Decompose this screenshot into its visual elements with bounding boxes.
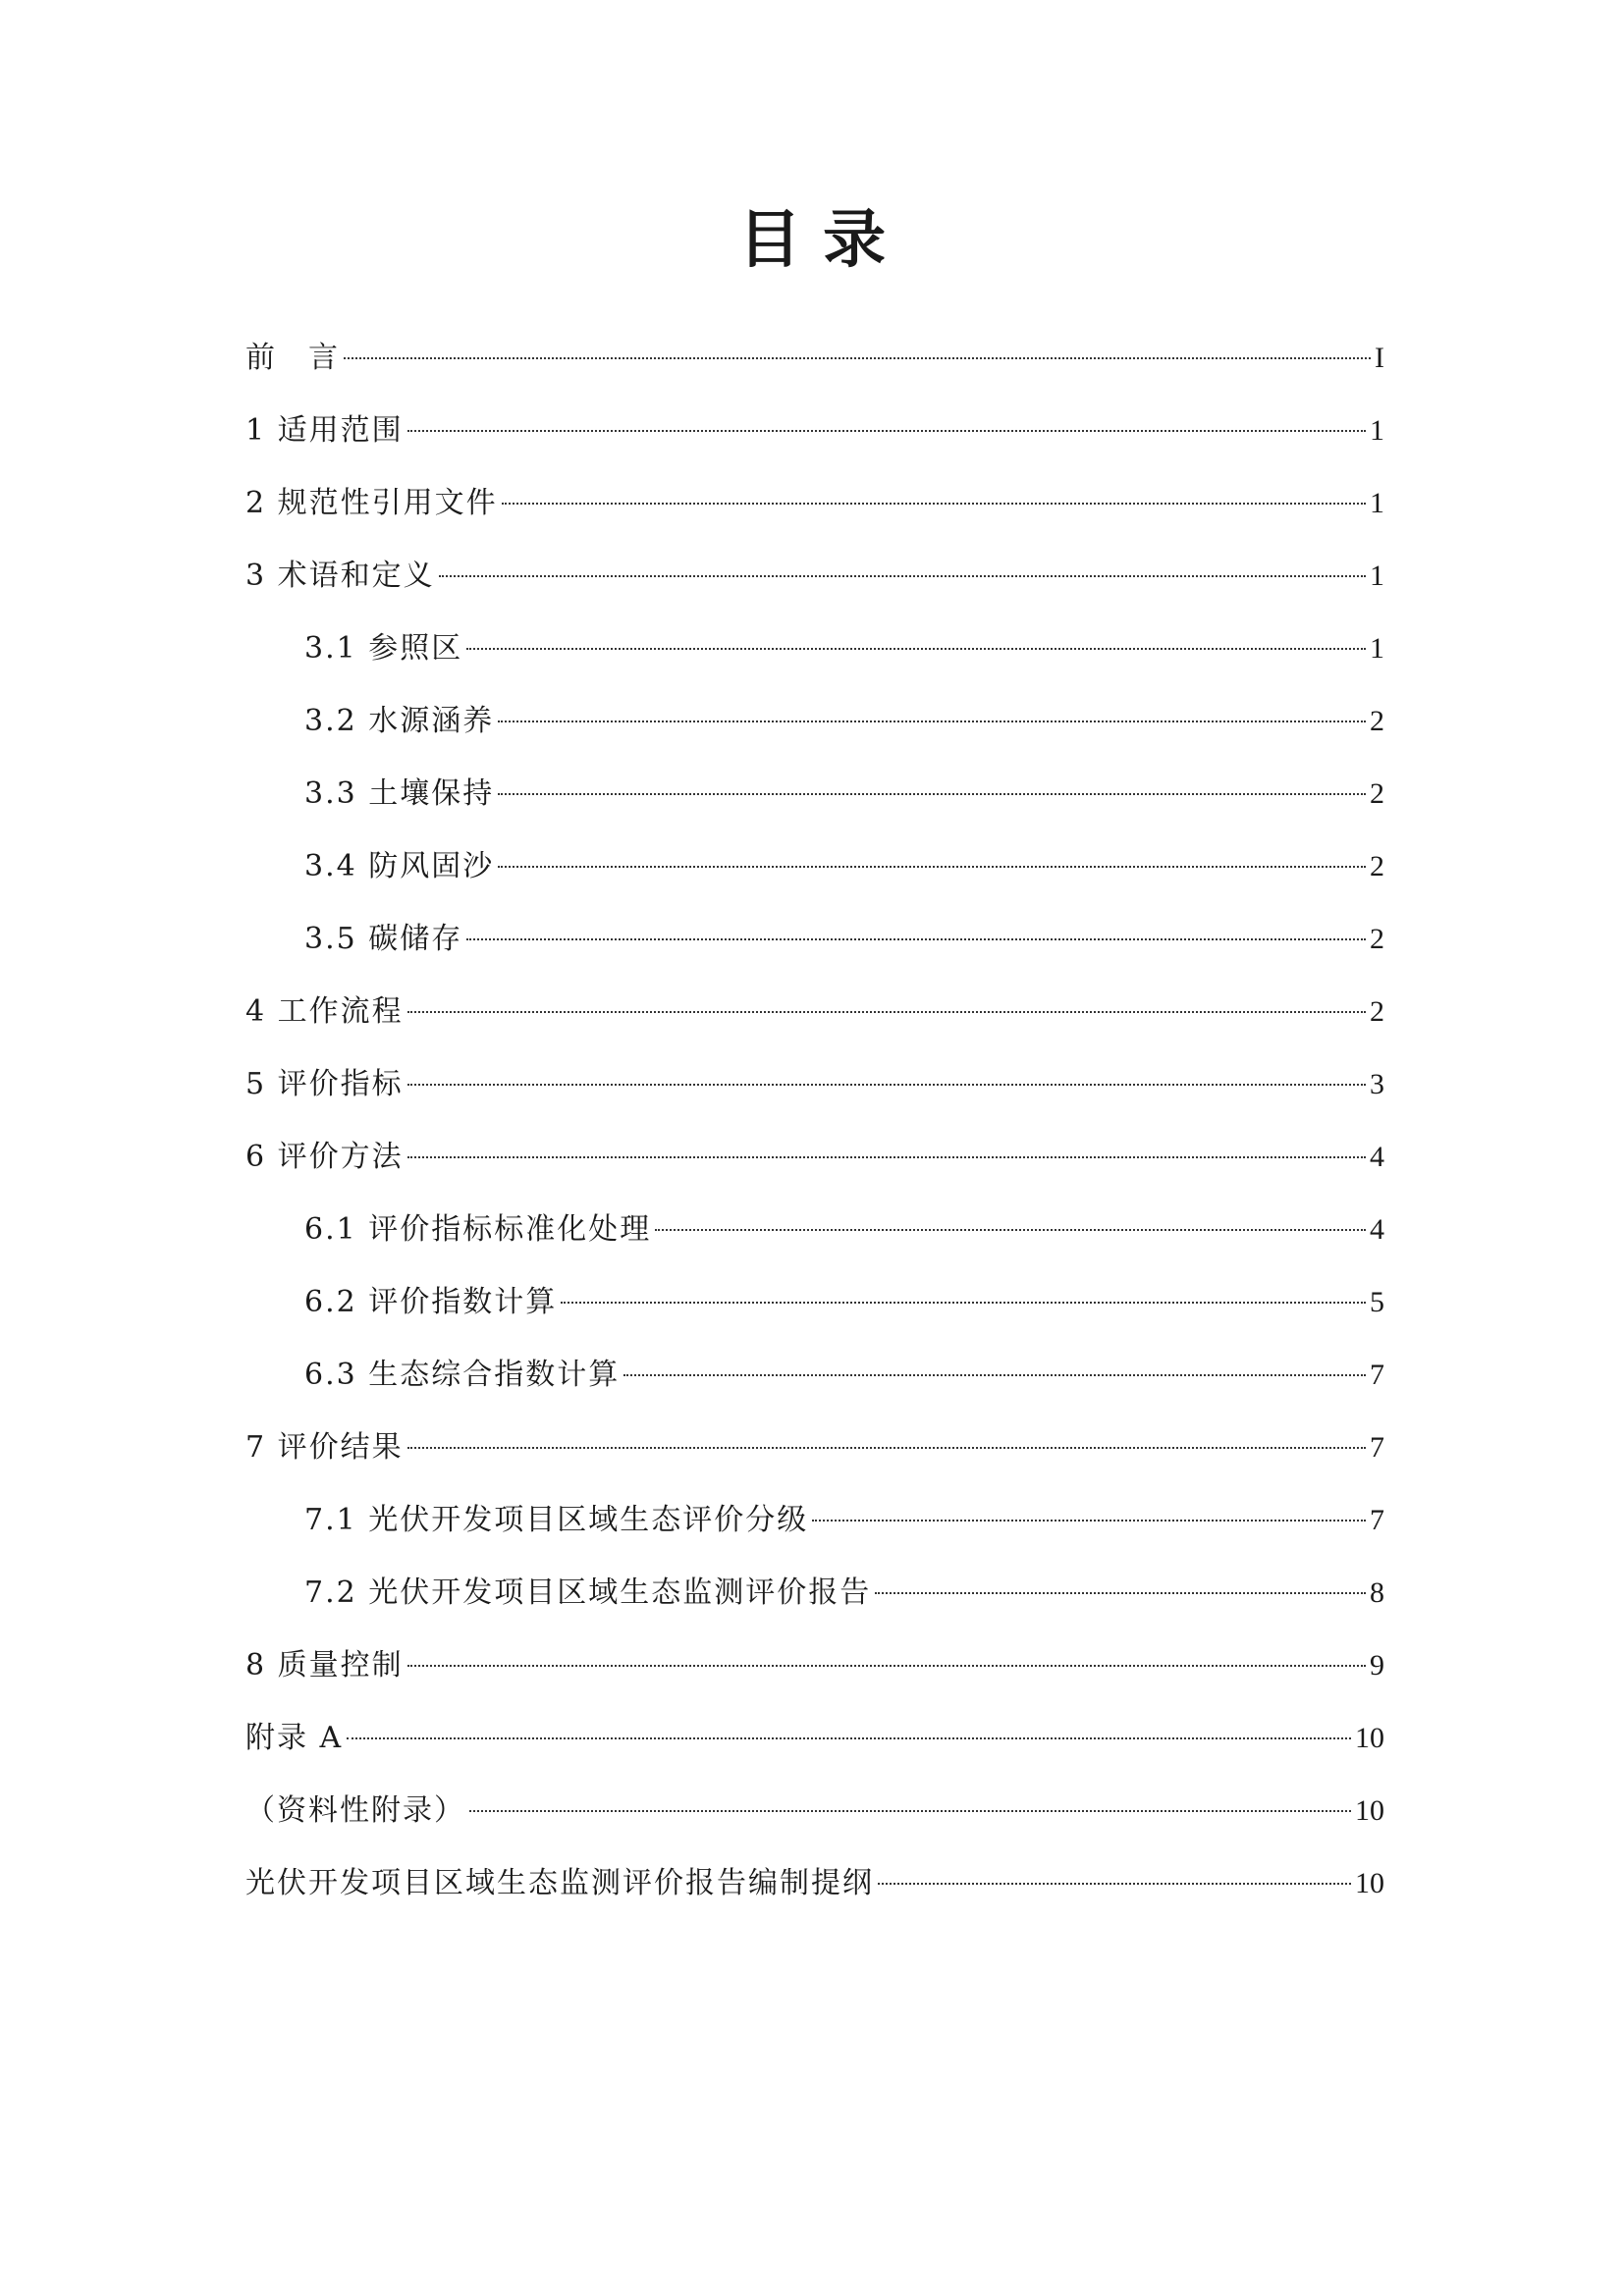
toc-entry-8[interactable] <box>245 1629 1384 1702</box>
toc-entry-page: 7 <box>1370 1431 1384 1464</box>
toc-entry-label: 光伏开发项目区域生态监测评价报告编制提纲 <box>245 1866 874 1900</box>
toc-leader-dots <box>878 1883 1351 1885</box>
toc-entry-page: 5 <box>1370 1286 1384 1318</box>
toc-leader-dots <box>498 866 1366 868</box>
toc-entry-label: 4 工作流程 <box>245 994 404 1029</box>
toc-entry-page: 1 <box>1370 560 1384 592</box>
toc-leader-dots <box>344 357 1371 359</box>
toc-leader-dots <box>498 721 1366 722</box>
toc-entry-page: 1 <box>1370 632 1384 665</box>
toc-entry-7[interactable] <box>245 1412 1384 1484</box>
toc-entry-page: 7 <box>1370 1359 1384 1391</box>
toc-leader-dots <box>407 430 1366 432</box>
toc-leader-dots <box>439 575 1366 577</box>
toc-leader-dots <box>407 1665 1366 1667</box>
toc-entry-page: 10 <box>1355 1794 1384 1827</box>
toc-entry-6-2[interactable] <box>245 1266 1384 1339</box>
toc-entry-3[interactable] <box>245 540 1384 613</box>
toc-entry-page: 4 <box>1370 1213 1384 1246</box>
toc-entry-page: 2 <box>1370 850 1384 882</box>
toc-entry-label: 7 评价结果 <box>245 1430 404 1465</box>
toc-entry-7-1[interactable] <box>245 1484 1384 1557</box>
toc-entry-3-3[interactable] <box>245 758 1384 830</box>
toc-entry-appendix-title[interactable] <box>245 1847 1384 1920</box>
toc-entry-label: 8 质量控制 <box>245 1648 404 1682</box>
toc-entry-3-4[interactable] <box>245 830 1384 903</box>
toc-leader-dots <box>469 1810 1351 1812</box>
toc-leader-dots <box>812 1520 1366 1522</box>
toc-entry-page: 8 <box>1370 1576 1384 1609</box>
toc-entry-4[interactable] <box>245 976 1384 1048</box>
toc-entry-3-2[interactable] <box>245 685 1384 758</box>
toc-entry-3-5[interactable] <box>245 903 1384 976</box>
toc-entry-label: 7.1 光伏开发项目区域生态评价分级 <box>304 1503 809 1537</box>
toc-entry-page: 9 <box>1370 1649 1384 1682</box>
page-title: 目 录 <box>737 203 887 277</box>
toc-entry-page: 1 <box>1370 414 1384 447</box>
toc-leader-dots <box>623 1374 1366 1376</box>
toc-leader-dots <box>407 1084 1366 1086</box>
toc-entry-label: 3.2 水源涵养 <box>304 704 495 738</box>
toc-entry-page: 2 <box>1370 923 1384 955</box>
toc-entry-1[interactable] <box>245 395 1384 467</box>
toc-entry-label: 6.1 评价指标标准化处理 <box>304 1212 652 1247</box>
toc-entry-label: 3 术语和定义 <box>245 559 435 593</box>
toc-entry-appendix-a[interactable] <box>245 1702 1384 1775</box>
toc-entry-label: 1 适用范围 <box>245 413 404 448</box>
toc-entry-label: 2 规范性引用文件 <box>245 486 498 520</box>
toc-entry-page: 10 <box>1355 1722 1384 1754</box>
toc-entry-page: I <box>1375 342 1384 374</box>
toc-entry-label: 6.3 生态综合指数计算 <box>304 1358 621 1392</box>
toc-entry-page: 4 <box>1370 1141 1384 1173</box>
toc-entry-label: 6 评价方法 <box>245 1140 404 1174</box>
toc-leader-dots <box>875 1592 1366 1594</box>
table-of-contents <box>245 322 1384 1920</box>
toc-entry-foreword[interactable] <box>245 322 1384 395</box>
toc-entry-label: 3.5 碳储存 <box>304 922 463 956</box>
toc-leader-dots <box>407 1156 1366 1158</box>
toc-entry-2[interactable] <box>245 467 1384 540</box>
toc-entry-6-1[interactable] <box>245 1194 1384 1266</box>
toc-entry-3-1[interactable] <box>245 613 1384 685</box>
toc-leader-dots <box>498 793 1366 795</box>
toc-leader-dots <box>347 1737 1351 1739</box>
toc-entry-label: 3.3 土壤保持 <box>304 776 495 811</box>
toc-leader-dots <box>407 1447 1366 1449</box>
toc-entry-5[interactable] <box>245 1048 1384 1121</box>
toc-entry-page: 10 <box>1355 1867 1384 1899</box>
toc-entry-label: 3.1 参照区 <box>304 631 463 666</box>
toc-entry-7-2[interactable] <box>245 1557 1384 1629</box>
toc-entry-appendix-type[interactable] <box>245 1775 1384 1847</box>
toc-entry-label: 附录 A <box>245 1721 344 1755</box>
toc-leader-dots <box>502 503 1366 505</box>
toc-entry-label: 前 言 <box>245 341 340 375</box>
toc-entry-page: 2 <box>1370 777 1384 810</box>
toc-leader-dots <box>407 1011 1366 1013</box>
toc-leader-dots <box>561 1302 1366 1304</box>
toc-leader-dots <box>466 938 1366 940</box>
toc-entry-label: 6.2 评价指数计算 <box>304 1285 558 1319</box>
toc-entry-6[interactable] <box>245 1121 1384 1194</box>
toc-entry-page: 3 <box>1370 1068 1384 1100</box>
toc-entry-page: 2 <box>1370 705 1384 737</box>
toc-entry-label: 7.2 光伏开发项目区域生态监测评价报告 <box>304 1575 872 1610</box>
toc-entry-page: 7 <box>1370 1504 1384 1536</box>
toc-entry-label: 3.4 防风固沙 <box>304 849 495 883</box>
toc-entry-6-3[interactable] <box>245 1339 1384 1412</box>
toc-entry-page: 2 <box>1370 995 1384 1028</box>
toc-leader-dots <box>655 1229 1366 1231</box>
toc-entry-label: （资料性附录） <box>245 1793 465 1828</box>
toc-entry-page: 1 <box>1370 487 1384 519</box>
toc-entry-label: 5 评价指标 <box>245 1067 404 1101</box>
toc-leader-dots <box>466 648 1366 650</box>
